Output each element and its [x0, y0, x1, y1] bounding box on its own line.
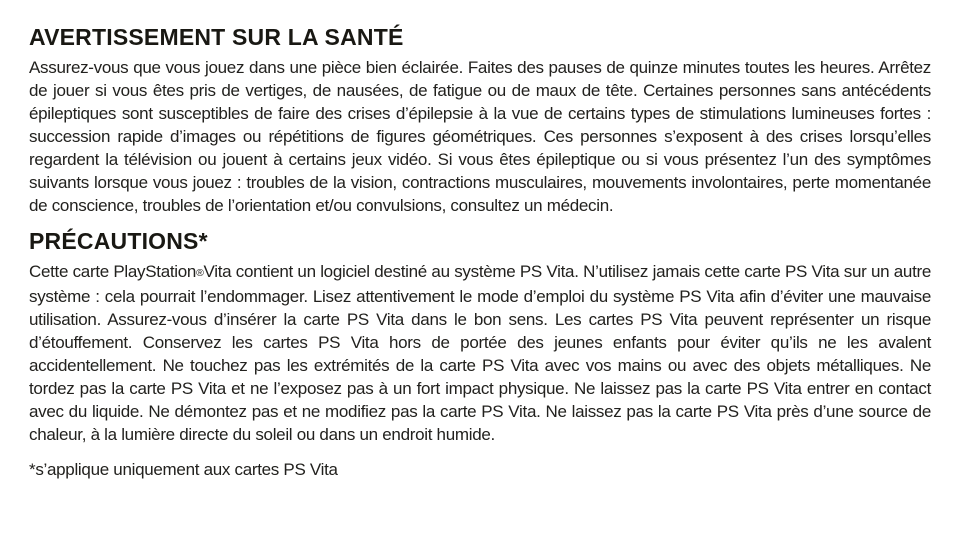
health-warning-section	[29, 25, 931, 217]
precautions-heading: PRÉCAUTIONS*	[29, 228, 208, 254]
footnote: *s’applique uniquement aux cartes PS Vita	[29, 460, 338, 480]
precautions-text-after-reg: Vita contient un logiciel destiné au système PS Vita. N’utilisez jamais cette carte PS Vita sur un autre système : cela pourrait l’endommager. Lisez attentivement le mode d’emploi du système PS Vita afin d’éviter une mauvaise utilisation. Assurez-vous d’insérer la carte PS Vita dans le bon sens. Les cartes PS Vita peuvent représenter un risque d’étouffement. Conservez les cartes PS Vita hors de portée des jeunes enfants pour éviter qu’ils ne les avalent accidentellement. Ne touchez pas les extrémités de la carte PS Vita avec vos mains ou avec des objets métalliques. Ne tordez pas la carte PS Vita et ne l’exposez pas à un fort impact physique. Ne laissez pas la carte PS Vita entrer en contact avec du liquide. Ne démontez pas et ne modifiez pas la carte PS Vita. Ne laissez pas la carte PS Vita près d’une source de chaleur, à la lumière directe du soleil ou dans un endroit humide.	[29, 262, 932, 445]
registered-trademark-symbol: ®	[196, 267, 204, 280]
health-warning-heading: AVERTISSEMENT SUR LA SANTÉ	[29, 24, 404, 50]
health-warning-paragraph: Assurez-vous que vous jouez dans une pièce bien éclairée. Faites des pauses de quinze minutes toutes les heures. Arrêtez de jouer si vous êtes pris de vertiges, de nausées, de fatigue ou de maux de tête. Certaines personnes sans antécédents épileptiques sont susceptibles de faire des crises d’épilepsie à la vue de certains types de stimulations lumineuses fortes : succession rapide d’images ou répétitions de figures géométriques. Ces personnes s’exposent à des crises lorsqu’elles regardent la télévision ou jouent à certains jeux vidéo. Si vous êtes épileptique ou si vous présentez l’un des symptômes suivants lorsque vous jouez : troubles de la vision, contractions musculaires, mouvements involontaires, perte momentanée de conscience, troubles de l’orientation et/ou convulsions, consultez un médecin.	[29, 58, 931, 215]
precautions-text-before-reg: Cette carte PlayStation	[29, 262, 197, 281]
precautions-paragraph	[29, 260, 931, 446]
precautions-section	[29, 229, 931, 446]
